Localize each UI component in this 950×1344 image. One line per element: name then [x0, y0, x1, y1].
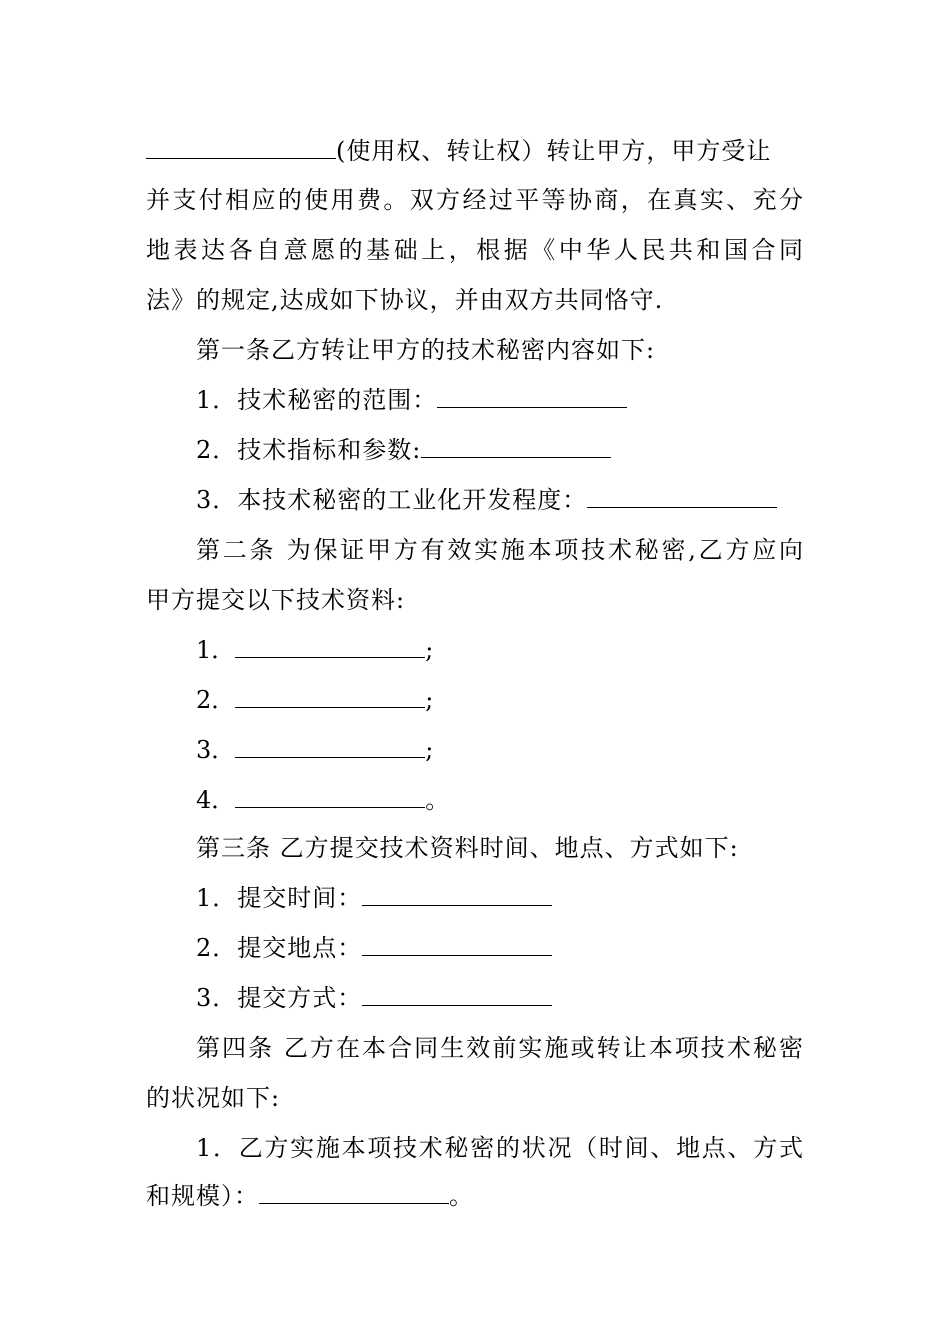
intro-line-3: 地表达各自意愿的基础上，根据《中华人民共和国合同	[146, 236, 804, 264]
article-2-item-1	[196, 635, 433, 665]
article-2-item-2-end: ;	[425, 686, 434, 714]
intro-line-4: 法》的规定,达成如下协议，并由双方共同恪守.	[146, 286, 664, 314]
article-3-item-1	[196, 883, 552, 913]
article-4-heading-line-1: 第四条 乙方在本合同生效前实施或转让本项技术秘密	[196, 1034, 804, 1062]
article-3-item-3	[196, 983, 552, 1013]
article-3-item-2-label: 2．提交地点：	[196, 934, 363, 962]
blank-field-submit-time[interactable]	[362, 883, 552, 906]
article-2-heading-line-2: 甲方提交以下技术资料:	[146, 586, 406, 614]
article-4-item-1-label: 和规模）：	[146, 1182, 259, 1210]
article-2-item-2-num: 2．	[196, 686, 236, 714]
article-2-item-1-num: 1．	[196, 636, 236, 664]
article-4-item-1-end: 。	[449, 1182, 473, 1210]
blank-field-scope[interactable]	[437, 385, 627, 408]
article-1-item-3-label: 3．本技术秘密的工业化开发程度：	[196, 486, 588, 514]
article-2-item-3-end: ;	[425, 736, 434, 764]
blank-field-material-1[interactable]	[235, 635, 425, 658]
blank-field-submit-method[interactable]	[362, 983, 552, 1006]
article-3-item-1-label: 1．提交时间：	[196, 884, 363, 912]
intro-line-2: 并支付相应的使用费。双方经过平等协商，在真实、充分	[146, 186, 804, 214]
article-1-item-1	[196, 385, 627, 415]
article-1-item-3	[196, 485, 777, 515]
article-2-item-3	[196, 735, 433, 765]
article-4-heading-line-2: 的状况如下:	[146, 1084, 281, 1112]
article-1-item-2-label: 2．技术指标和参数:	[196, 436, 422, 464]
article-2-item-1-end: ;	[425, 636, 434, 664]
blank-field-rights[interactable]	[146, 136, 336, 159]
blank-field-parameters[interactable]	[421, 435, 611, 458]
blank-field-material-3[interactable]	[235, 735, 425, 758]
article-1-item-2	[196, 435, 611, 465]
article-2-item-4-end: 。	[425, 786, 450, 814]
intro-line-1	[146, 136, 804, 166]
intro-line-1-text: (使用权、转让权）转让甲方，甲方受让	[336, 137, 772, 165]
article-4-item-1-line-1: 1．乙方实施本项技术秘密的状况（时间、地点、方式	[196, 1134, 804, 1162]
blank-field-material-2[interactable]	[235, 685, 425, 708]
blank-field-submit-place[interactable]	[362, 933, 552, 956]
article-1-item-1-label: 1．技术秘密的范围：	[196, 386, 438, 414]
article-1-heading: 第一条乙方转让甲方的技术秘密内容如下:	[196, 336, 656, 364]
article-4-item-1-line-2	[146, 1181, 473, 1211]
blank-field-material-4[interactable]	[235, 785, 425, 808]
article-3-heading: 第三条 乙方提交技术资料时间、地点、方式如下:	[196, 834, 739, 862]
article-3-item-3-label: 3．提交方式：	[196, 984, 363, 1012]
article-2-heading-line-1: 第二条 为保证甲方有效实施本项技术秘密,乙方应向	[196, 536, 804, 564]
blank-field-development-degree[interactable]	[587, 485, 777, 508]
blank-field-implementation-status[interactable]	[259, 1181, 449, 1204]
article-2-item-4-num: 4．	[196, 786, 236, 814]
article-2-item-3-num: 3．	[196, 736, 236, 764]
article-2-item-4	[196, 785, 449, 815]
article-3-item-2	[196, 933, 552, 963]
article-2-item-2	[196, 685, 433, 715]
